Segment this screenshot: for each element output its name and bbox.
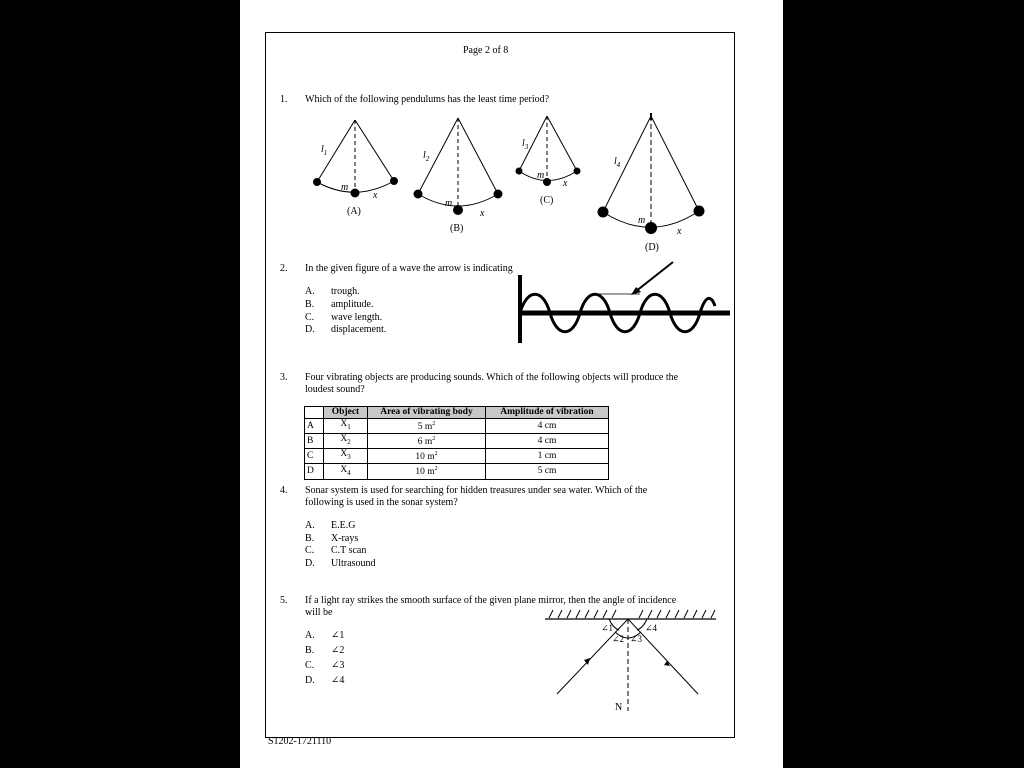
pendulum-a-caption: (A) [347,206,361,217]
q4-option-a[interactable]: A. E.E.G [305,520,356,531]
cell-amplitude: 5 cm [486,464,609,479]
q2-option-b[interactable]: B. amplitude. [305,299,374,310]
pendulum-b-disp: x [480,208,485,219]
page-number: Page 2 of 8 [463,45,509,56]
pendulum-d-disp: x [677,226,682,237]
row-label: C [305,449,324,464]
angle-3-label: ∠3 [630,634,643,644]
table-row [305,419,609,434]
table-header-row [305,407,609,419]
pendulum-b [414,118,502,215]
cell-amplitude: 4 cm [486,434,609,449]
cell-area: 10 $m^2$ [368,449,486,464]
row-label: D [305,464,324,479]
q3-text-line2: loudest sound? [305,384,365,395]
pendulum-a-length: $l_1$ [321,144,328,157]
table-corner [305,407,324,419]
q1-text: Which of the following pendulums has the least time period? [305,94,550,105]
q2-text: In the given figure of a wave the arrow is indicating [305,263,513,274]
cell-object: $X_1$ [324,419,368,434]
pendulum-d [598,113,704,234]
q4-option-c[interactable]: C. C.T scan [305,545,367,556]
pendulum-d-mass: m [638,215,646,226]
pendulum-c-mass: m [537,170,545,181]
row-label: A [305,419,324,434]
footer-code: S1202-1721110 [268,736,332,747]
cell-object: $X_2$ [324,434,368,449]
q4-number: 4. [280,485,288,496]
cell-object: $X_4$ [324,464,368,479]
pendulum-b-length: $l_2$ [423,150,430,163]
pendulum-b-mass: m [445,198,453,209]
q1-number: 1. [280,94,288,105]
q2-wave-figure [515,258,733,346]
q5-text-line2: will be [305,607,333,618]
q3-number: 3. [280,372,288,383]
angle-4-label: ∠4 [645,623,658,633]
table-row [305,449,609,464]
pendulum-a-disp: x [373,190,378,201]
q5-option-b[interactable]: B. ∠2 [305,645,345,656]
cell-area: 10 $m^2$ [368,464,486,479]
pendulum-c-caption: (C) [540,195,554,206]
q4-text-line2: following is used in the sonar system? [305,497,458,508]
cell-amplitude: 1 cm [486,449,609,464]
col-header-area: Area of vibrating body [368,407,486,419]
row-label: B [305,434,324,449]
angle-2-label: ∠2 [612,634,625,644]
q4-option-b[interactable]: B. X-rays [305,533,359,544]
q3-text-line1: Four vibrating objects are producing sounds. Which of the following objects will produce the [305,372,679,383]
col-header-amplitude: Amplitude of vibration [486,407,609,419]
pendulum-a-mass: m [341,182,349,193]
q2-option-c[interactable]: C. wave length. [305,312,383,323]
table-row [305,434,609,449]
q4-option-d[interactable]: D. Ultrasound [305,558,376,569]
q5-mirror-figure [543,606,719,718]
cell-area: 5 $m^2$ [368,419,486,434]
angle-1-label: ∠1 [601,623,614,633]
q2-option-a[interactable]: A. trough. [305,286,360,297]
pendulum-d-length: $l_4$ [614,156,621,169]
pendulum-c-length: $l_3$ [522,138,529,151]
pendulum-c-disp: x [563,178,568,189]
pendulum-d-caption: (D) [645,242,659,253]
cell-area: 6 $m^2$ [368,434,486,449]
cell-object: $X_3$ [324,449,368,464]
q4-text-line1: Sonar system is used for searching for hidden treasures under sea water. Which of the [305,485,648,496]
q2-number: 2. [280,263,288,274]
q5-option-a[interactable]: A. ∠1 [305,630,345,641]
normal-label: N [615,702,623,713]
col-header-object: Object [324,407,368,419]
q3-table [304,406,609,480]
q1-pendulum-figure [300,108,720,258]
q5-option-c[interactable]: C. ∠3 [305,660,345,671]
pendulum-b-caption: (B) [450,223,464,234]
q5-number: 5. [280,595,288,606]
q2-option-d[interactable]: D. displacement. [305,324,387,335]
cell-amplitude: 4 cm [486,419,609,434]
q5-option-d[interactable]: D. ∠4 [305,675,345,686]
q5-text-line1: If a light ray strikes the smooth surface of the given plane mirror, then the angle of incidence [305,595,677,606]
table-row [305,464,609,479]
